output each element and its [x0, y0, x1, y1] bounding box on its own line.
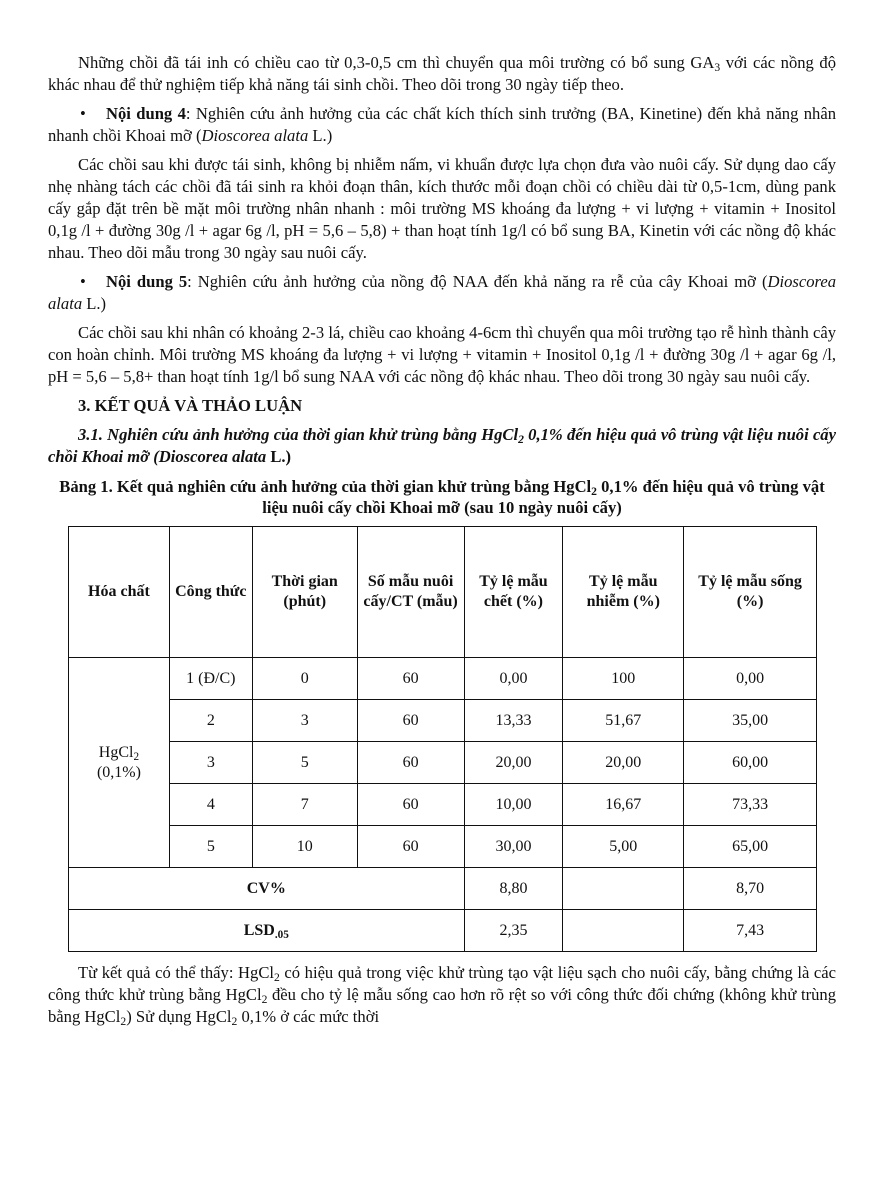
table-cell: 8,70	[684, 868, 817, 910]
subsection-heading: 3.1. Nghiên cứu ảnh hưởng của thời gian khử trùng bằng HgCl$_2$ 0,1% đến hiệu quả vô trùng vật liệu nuôi cấy chồi Khoai mỡ (Dioscorea alata L.)	[48, 425, 836, 466]
table-cell: 51,67	[563, 700, 684, 742]
table-cell: 60	[357, 742, 464, 784]
table-cell: 10,00	[464, 784, 563, 826]
document-page	[48, 52, 836, 1028]
species-name: Dioscorea alata	[201, 126, 309, 145]
table-cell: 3	[252, 700, 357, 742]
table-cell: 60	[357, 700, 464, 742]
paragraph-conclusion: Từ kết quả có thể thấy: HgCl$_2$ có hiệu quả trong việc khử trùng tạo vật liệu sạch cho nuôi cấy, bằng chứng là các công thức khử trùng bằng HgCl$_2$ đều cho tỷ lệ mẫu sống cao hơn rõ rệt so với công thức đối chứng (không khử trùng bằng HgCl$_2$) Sử dụng HgCl$_2$ 0,1% ở các mức thời	[48, 963, 837, 1028]
table-cell: 10	[252, 826, 357, 868]
table-cell: 60	[357, 658, 464, 700]
table-cell: 60	[357, 826, 464, 868]
bullet-label: Nội dung 5	[106, 272, 188, 291]
table-cell: 100	[563, 658, 684, 700]
paragraph-multiplication: Các chồi sau khi được tái sinh, không bị nhiễm nấm, vi khuẩn được lựa chọn đưa vào nuôi cấy. Sử dụng dao cấy nhẹ nhàng tách các chồi đã tái sinh ra khỏi đoạn thân, kích thước mỗi đoạn chồi có chiều dài từ 0,5-1cm, dùng pank cấy gắp đặt trên bề mặt môi trường nhân nhanh : môi trường MS khoáng đa lượng + vi lượng + vitamin + Inositol 0,1g /l + đường 30g /l + agar 6g /l, pH = 5,6 – 5,8) + than hoạt tính 1g/l có bổ sung BA, Kinetin với các nồng độ khác nhau. Theo dõi mẫu trong 30 ngày sau nuôi cấy.	[48, 155, 836, 262]
header-cell: Hóa chất	[69, 527, 170, 658]
header-cell: Số mẫu nuôi cấy/CT (mẫu)	[357, 527, 464, 658]
table-cell: 16,67	[563, 784, 684, 826]
table-row	[69, 742, 817, 784]
table-cell: 2,35	[464, 910, 563, 952]
table-caption: Bảng 1. Kết quả nghiên cứu ảnh hưởng của thời gian khử trùng bằng HgCl$_2$ 0,1% đến hiệu quả vô trùng vật liệu nuôi cấy chồi Khoai mỡ (sau 10 ngày nuôi cấy)	[59, 477, 825, 517]
table-cell: 0,00	[464, 658, 563, 700]
table-cell: 0	[252, 658, 357, 700]
table-cell: 20,00	[464, 742, 563, 784]
header-cell: Tỷ lệ mẫu nhiễm (%)	[563, 527, 684, 658]
table-row	[69, 700, 817, 742]
species-name: Dioscorea alata	[48, 272, 836, 313]
header-cell: Công thức	[169, 527, 252, 658]
table-cell: 4	[169, 784, 252, 826]
header-cell: Tỷ lệ mẫu chết (%)	[464, 527, 563, 658]
chemical-cell: HgCl$_2$ (0,1%)	[69, 658, 170, 868]
bullet-icon: •	[80, 104, 86, 123]
results-table	[68, 526, 817, 952]
table-cell: 1 (Đ/C)	[169, 658, 252, 700]
table-cell: 35,00	[684, 700, 817, 742]
table-cell	[563, 910, 684, 952]
table-cell: 60,00	[684, 742, 817, 784]
cv-row	[69, 868, 817, 910]
table-row	[69, 784, 817, 826]
table-cell: 7,43	[684, 910, 817, 952]
table-cell: 60	[357, 784, 464, 826]
table-cell: 8,80	[464, 868, 563, 910]
table-cell: 5,00	[563, 826, 684, 868]
section-heading: 3. KẾT QUẢ VÀ THẢO LUẬN	[78, 396, 303, 415]
table-cell	[563, 868, 684, 910]
cv-label: CV%	[69, 868, 465, 910]
table-row	[69, 658, 817, 700]
paragraph-ga3: Những chồi đã tái inh có chiều cao từ 0,3-0,5 cm thì chuyển qua môi trường có bổ sung $GA_3$ với các nồng độ khác nhau để thử nghiệm tiếp khả năng tái sinh chồi. Theo dõi trong 30 ngày tiếp theo.	[48, 53, 836, 94]
header-cell: Tỷ lệ mẫu sống (%)	[684, 527, 817, 658]
table-cell: 7	[252, 784, 357, 826]
paragraph-rooting: Các chồi sau khi nhân có khoảng 2-3 lá, chiều cao khoảng 4-6cm thì chuyển qua môi trường tạo rễ hình thành cây con hoàn chỉnh. Môi trường MS khoáng đa lượng + vi lượng + vitamin + Inositol 0,1g /l + đường 30g /l + agar 6g /l, pH = 5,6 – 5,8+ than hoạt tính 1g/l bổ sung NAA với các nồng độ khác nhau. Theo dõi trong 30 ngày sau nuôi cấy.	[48, 323, 836, 386]
table-cell: 3	[169, 742, 252, 784]
table-cell: 2	[169, 700, 252, 742]
bullet-content-4: • Nội dung 4: Nghiên cứu ảnh hưởng của các chất kích thích sinh trưởng (BA, Kinetine) đến khả năng nhân nhanh chồi Khoai mỡ (Dioscorea alata L.)	[48, 104, 837, 145]
table-cell: 13,33	[464, 700, 563, 742]
table-cell: 5	[252, 742, 357, 784]
lsd-label: $LSD_{.05}$	[69, 910, 465, 952]
table-cell: 73,33	[684, 784, 817, 826]
header-cell: Thời gian (phút)	[252, 527, 357, 658]
table-cell: 5	[169, 826, 252, 868]
lsd-row	[69, 910, 817, 952]
table-row	[69, 826, 817, 868]
table-cell: 20,00	[563, 742, 684, 784]
bullet-label: Nội dung 4	[106, 104, 186, 123]
table-cell: 0,00	[684, 658, 817, 700]
bullet-content-5: • Nội dung 5: Nghiên cứu ảnh hưởng của nồng độ NAA đến khả năng ra rễ của cây Khoai mỡ (Dioscorea alata L.)	[48, 272, 836, 313]
table-cell: 65,00	[684, 826, 817, 868]
table-cell: 30,00	[464, 826, 563, 868]
bullet-icon: •	[80, 272, 86, 291]
table-header-row	[69, 527, 817, 658]
